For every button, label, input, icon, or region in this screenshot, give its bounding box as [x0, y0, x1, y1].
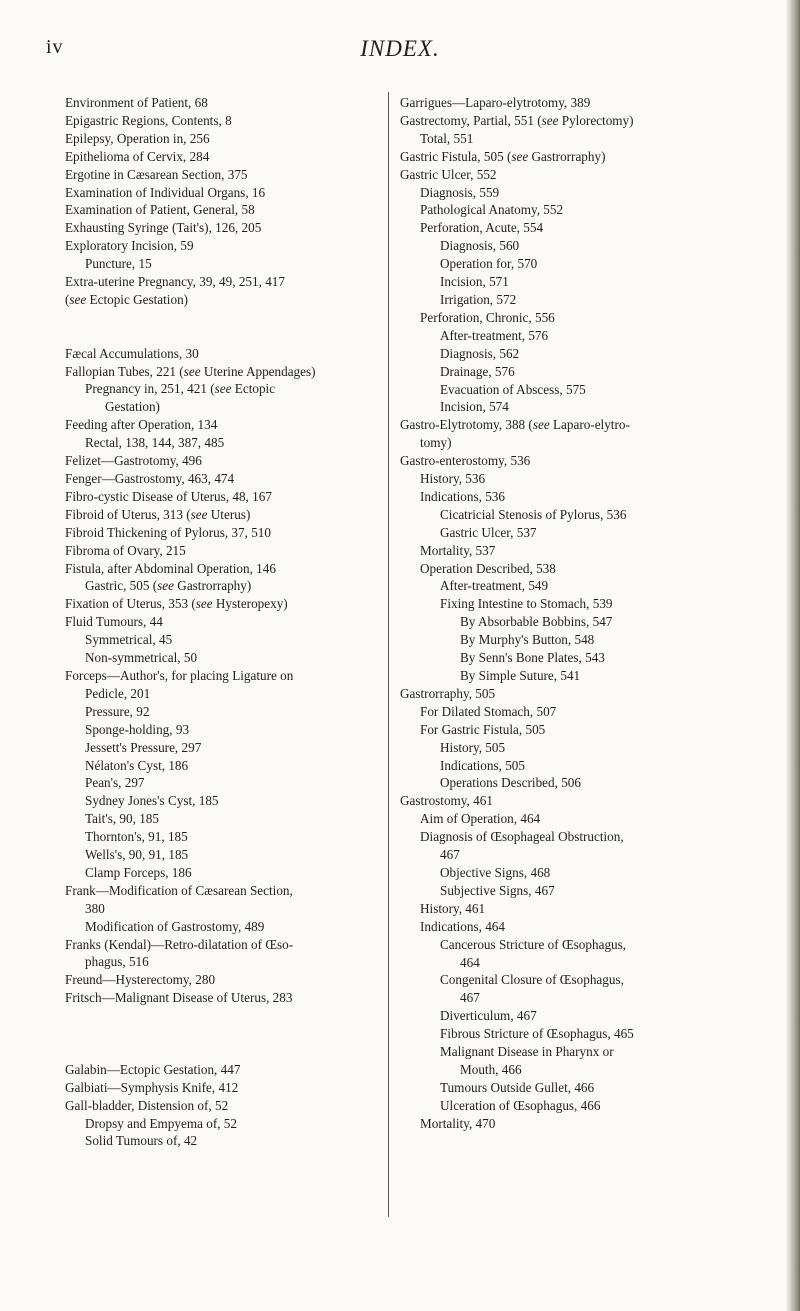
index-subentry: Jessett's Pressure, 297 [85, 739, 202, 755]
index-subentry: Diagnosis, 559 [420, 184, 500, 200]
index-subentry: Diagnosis, 560 [440, 238, 520, 254]
index-subentry: Pedicle, 201 [85, 685, 151, 701]
index-subentry: Modification of Gastrostomy, 489 [85, 918, 265, 934]
index-subentry: By Senn's Bone Plates, 543 [460, 650, 605, 666]
index-heading: Epithelioma of Cervix, 284 [65, 148, 210, 164]
index-subentry: Operation Described, 538 [420, 560, 556, 576]
index-subentry: After-treatment, 576 [440, 327, 549, 343]
index-heading: Garrigues—Laparo-elytrotomy, 389 [400, 95, 591, 110]
index-subentry: Malignant Disease in Pharynx or [440, 1044, 614, 1060]
index-heading: Fluid Tumours, 44 [65, 614, 163, 630]
section-gap [65, 327, 383, 345]
index-subentry: Tait's, 90, 185 [85, 811, 159, 827]
index-heading: Exploratory Incision, 59 [65, 238, 194, 254]
index-heading: Environment of Patient, 68 [65, 95, 208, 110]
index-heading: Fæcal Accumulations, 30 [65, 345, 199, 361]
index-subentry: For Dilated Stomach, 507 [420, 703, 557, 719]
index-subentry: Sydney Jones's Cyst, 185 [85, 793, 219, 809]
index-subentry: Diagnosis of Œsophageal Obstruction, [420, 829, 624, 845]
index-subentry: Incision, 571 [440, 274, 509, 290]
section-gap [65, 1007, 383, 1025]
index-subentry: Sponge-holding, 93 [85, 721, 190, 737]
index-heading: Gastro-Elytrotomy, 388 (see Laparo-elytro- [400, 417, 630, 433]
index-heading: Fenger—Gastrostomy, 463, 474 [65, 471, 235, 486]
index-subentry: Indications, 536 [420, 488, 505, 504]
running-title: INDEX. [360, 36, 440, 61]
index-subentry: tomy) [420, 435, 452, 451]
index-heading: Gall-bladder, Distension of, 52 [65, 1097, 229, 1113]
index-subentry: Fixing Intestine to Stomach, 539 [440, 596, 613, 612]
index-subentry: After-treatment, 549 [440, 578, 549, 594]
index-subentry: Cicatricial Stenosis of Pylorus, 536 [440, 506, 627, 522]
index-subentry: Operation for, 570 [440, 256, 538, 272]
index-subentry: 467 [460, 990, 480, 1006]
index-heading: Galabin—Ectopic Gestation, 447 [65, 1061, 241, 1077]
index-subentry: By Absorbable Bobbins, 547 [460, 614, 613, 630]
index-heading: Fallopian Tubes, 221 (see Uterine Appendages) [65, 363, 316, 379]
index-subentry: Cancerous Stricture of Œsophagus, [440, 936, 627, 952]
index-subentry: Pregnancy in, 251, 421 (see Ectopic [85, 381, 276, 397]
index-heading: Extra-uterine Pregnancy, 39, 49, 251, 417 [65, 274, 285, 290]
index-subentry: By Simple Suture, 541 [460, 668, 581, 683]
index-subentry: Pressure, 92 [85, 703, 150, 719]
index-heading: Franks (Kendal)—Retro-dilatation of Œso- [65, 936, 294, 952]
index-heading: Gastro-enterostomy, 536 [400, 453, 531, 469]
index-heading: Exhausting Syringe (Tait's), 126, 205 [65, 220, 262, 236]
page-number: iv [46, 36, 64, 58]
index-heading: Felizet—Gastrotomy, 496 [65, 453, 202, 469]
index-heading: (see Ectopic Gestation) [65, 291, 189, 307]
index-subentry: Wells's, 90, 91, 185 [85, 847, 189, 863]
index-heading: Examination of Patient, General, 58 [65, 202, 255, 218]
index-subentry: 467 [440, 847, 460, 863]
index-subentry: Indications, 464 [420, 918, 505, 934]
index-subentry: Congenital Closure of Œsophagus, [440, 972, 624, 988]
index-heading: Galbiati—Symphysis Knife, 412 [65, 1079, 239, 1095]
index-heading: Epigastric Regions, Contents, 8 [65, 112, 232, 128]
index-column-left [65, 94, 383, 1150]
index-subentry: Non-symmetrical, 50 [85, 650, 198, 666]
index-subentry: Diagnosis, 562 [440, 345, 520, 361]
index-subentry: History, 461 [420, 900, 486, 916]
index-subentry: Aim of Operation, 464 [420, 811, 541, 827]
index-subentry: Gastric, 505 (see Gastrorraphy) [85, 578, 252, 594]
index-subentry: Puncture, 15 [85, 256, 152, 272]
index-heading: Fritsch—Malignant Disease of Uterus, 283 [65, 990, 293, 1006]
index-subentry: Tumours Outside Gullet, 466 [440, 1079, 595, 1095]
index-subentry: Gastric Ulcer, 537 [440, 524, 537, 540]
section-gap [65, 1025, 383, 1043]
index-subentry: Irrigation, 572 [440, 291, 517, 307]
index-heading: Gastrectomy, Partial, 551 (see Pylorectomy) [400, 112, 634, 128]
index-column-right [400, 94, 745, 1133]
index-subentry: Mortality, 470 [420, 1115, 496, 1131]
index-heading: Fixation of Uterus, 353 (see Hysteropexy) [65, 596, 288, 612]
index-heading: Gastric Fistula, 505 (see Gastrorraphy) [400, 148, 606, 164]
index-heading: Frank—Modification of Cæsarean Section, [65, 882, 293, 898]
index-heading: Forceps—Author's, for placing Ligature on [65, 667, 294, 683]
index-subentry: Ulceration of Œsophagus, 466 [440, 1097, 601, 1113]
index-subentry: Operations Described, 506 [440, 775, 581, 791]
index-subentry: History, 505 [440, 739, 506, 755]
index-subentry: Pean's, 297 [85, 775, 145, 791]
index-subentry: Thornton's, 91, 185 [85, 829, 188, 845]
index-subentry: Perforation, Chronic, 556 [420, 309, 555, 325]
section-gap [65, 309, 383, 327]
section-gap [65, 1043, 383, 1061]
index-subentry: Subjective Signs, 467 [440, 882, 555, 898]
index-subentry: Solid Tumours of, 42 [85, 1133, 198, 1149]
index-subentry: Symmetrical, 45 [85, 632, 173, 648]
index-subentry: Rectal, 138, 144, 387, 485 [85, 435, 225, 451]
index-subentry: Nélaton's Cyst, 186 [85, 757, 189, 773]
index-subentry: 380 [85, 900, 105, 916]
index-subentry: phagus, 516 [85, 954, 149, 970]
index-subentry: Mortality, 537 [420, 542, 496, 558]
index-subentry: Objective Signs, 468 [440, 864, 551, 880]
index-subentry: Clamp Forceps, 186 [85, 864, 192, 880]
index-subentry: Total, 551 [420, 130, 474, 146]
index-heading: Fistula, after Abdominal Operation, 146 [65, 560, 276, 576]
index-subentry: Evacuation of Abscess, 575 [440, 381, 586, 397]
index-subentry: Mouth, 466 [460, 1061, 522, 1077]
index-heading: Gastrorraphy, 505 [400, 685, 496, 701]
index-subentry: Gestation) [105, 399, 160, 415]
index-heading: Feeding after Operation, 134 [65, 417, 218, 433]
index-subentry: Fibrous Stricture of Œsophagus, 465 [440, 1026, 634, 1042]
index-heading: Freund—Hysterectomy, 280 [65, 972, 216, 988]
index-subentry: Pathological Anatomy, 552 [420, 202, 564, 218]
page-edge-shadow [786, 0, 800, 1311]
index-subentry: Indications, 505 [440, 757, 525, 773]
index-subentry: Perforation, Acute, 554 [420, 220, 544, 236]
index-subentry: Diverticulum, 467 [440, 1008, 537, 1024]
column-divider [388, 92, 389, 1217]
index-heading: Fibroid Thickening of Pylorus, 37, 510 [65, 524, 271, 540]
index-subentry: Incision, 574 [440, 399, 509, 415]
index-heading: Fibro-cystic Disease of Uterus, 48, 167 [65, 488, 272, 504]
index-subentry: For Gastric Fistula, 505 [420, 721, 546, 737]
index-heading: Ergotine in Cæsarean Section, 375 [65, 166, 248, 182]
index-heading: Epilepsy, Operation in, 256 [65, 130, 210, 146]
index-subentry: By Murphy's Button, 548 [460, 632, 595, 648]
index-heading: Gastric Ulcer, 552 [400, 166, 497, 182]
index-subentry: History, 536 [420, 471, 486, 487]
index-heading: Fibroid of Uterus, 313 (see Uterus) [65, 506, 251, 522]
index-subentry: Dropsy and Empyema of, 52 [85, 1115, 237, 1131]
index-heading: Examination of Individual Organs, 16 [65, 184, 266, 200]
index-heading: Gastrostomy, 461 [400, 793, 493, 809]
index-subentry: 464 [460, 954, 480, 970]
index-subentry: Drainage, 576 [440, 363, 515, 379]
index-heading: Fibroma of Ovary, 215 [65, 542, 186, 558]
